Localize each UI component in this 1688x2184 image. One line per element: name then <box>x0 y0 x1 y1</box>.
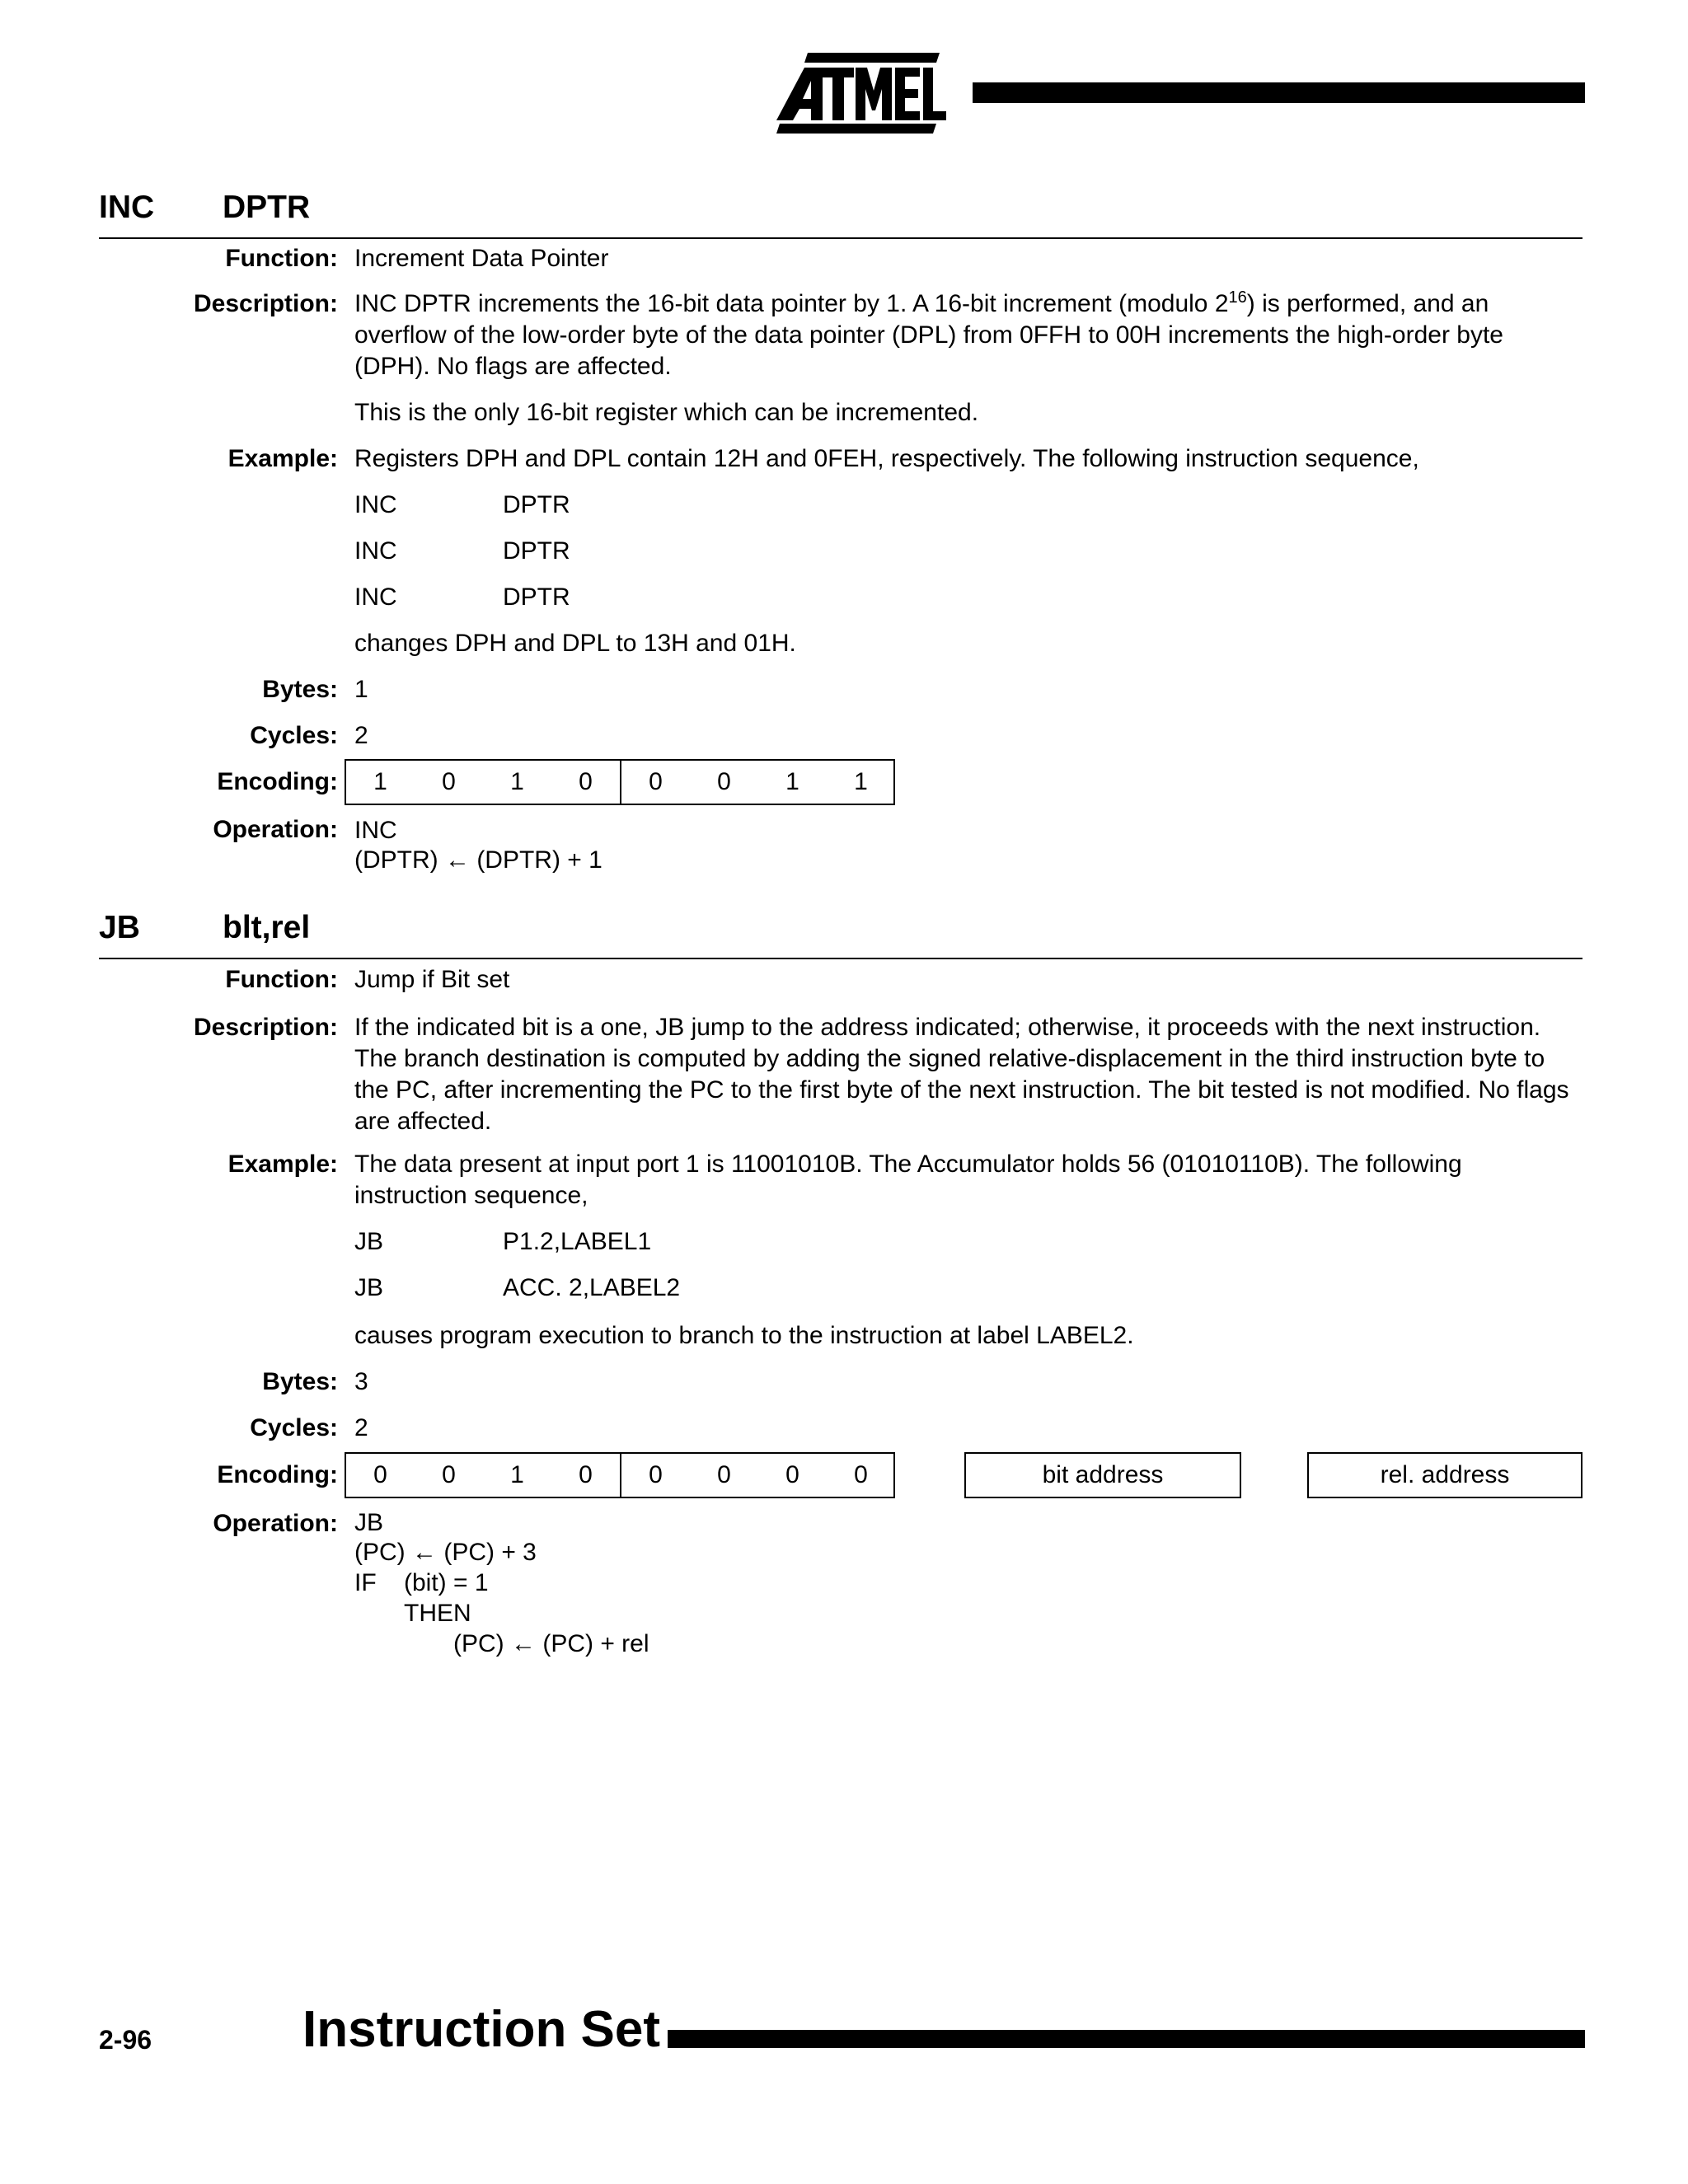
section-header-inc-dptr <box>99 188 1582 239</box>
superscript-exponent: 16 <box>1228 288 1247 307</box>
operation-line: JB <box>354 1509 384 1536</box>
encoding-bit: 0 <box>785 1461 799 1488</box>
code-arg: DPTR <box>503 583 570 611</box>
code-op: JB <box>354 1228 384 1255</box>
bytes-label: Bytes: <box>262 676 338 703</box>
description-part: INC DPTR increments the 16-bit data pointer by 1. A 16-bit increment (modulo 2 <box>354 290 1229 317</box>
bytes-label: Bytes: <box>262 1368 338 1395</box>
operation-line: (PC) ← (PC) + 3 <box>354 1539 537 1566</box>
cycles-value: 2 <box>354 722 368 749</box>
encoding-bit: 0 <box>442 1461 456 1488</box>
encoding-bit: 1 <box>373 768 387 795</box>
operation-line: INC <box>354 817 397 844</box>
code-arg: P1.2,LABEL1 <box>503 1228 652 1255</box>
code-arg: DPTR <box>503 491 570 518</box>
encoding-bit: 0 <box>442 768 456 795</box>
encoding-bit: 0 <box>579 768 593 795</box>
encoding-bit: 0 <box>649 768 663 795</box>
description-label: Description: <box>193 290 338 317</box>
code-line <box>354 582 1014 613</box>
function-label: Function: <box>225 245 338 272</box>
encoding-bit-address-box: bit address <box>964 1452 1241 1498</box>
encoding-bit: 0 <box>373 1461 387 1488</box>
encoding-bit: 0 <box>649 1461 663 1488</box>
encoding-bit: 1 <box>510 768 524 795</box>
code-line <box>354 536 1014 567</box>
code-arg: ACC. 2,LABEL2 <box>503 1274 681 1301</box>
encoding-high-nibble <box>346 1454 620 1497</box>
operation-line: (DPTR) ← (DPTR) + 1 <box>354 846 603 874</box>
description-text: If the indicated bit is a one, JB jump to the address indicated; otherwise, it proceeds with the next instruction. The branch destination is computed by adding the signed relative-displacement in the third instruction byte to the PC, after incrementing the PC to the first byte of the next instruction. The bit tested is not modified. No flags are affected. <box>354 1014 1569 1135</box>
code-line <box>354 1226 1014 1258</box>
operation-line: (PC) ← (PC) + rel <box>453 1630 649 1657</box>
code-op: INC <box>354 491 397 518</box>
operation-label: Operation: <box>213 816 338 843</box>
encoding-rel-address-box: rel. address <box>1307 1452 1582 1498</box>
example-text: The data present at input port 1 is 11001010B. The Accumulator holds 56 (01010110B). The following instruction sequence, <box>354 1151 1462 1209</box>
encoding-bit: 1 <box>785 768 799 795</box>
code-line <box>354 1272 1014 1304</box>
description-note: This is the only 16-bit register which can be incremented. <box>354 399 979 426</box>
encoding-label: Encoding: <box>217 768 338 795</box>
function-text: Increment Data Pointer <box>354 245 609 272</box>
operation-line: THEN <box>404 1600 471 1627</box>
code-op: INC <box>354 583 397 611</box>
cycles-label: Cycles: <box>250 722 338 749</box>
encoding-opcode-box <box>345 759 895 805</box>
footer-rule <box>668 2030 1585 2048</box>
code-arg: DPTR <box>503 537 570 565</box>
header-rule <box>973 82 1585 103</box>
description-label: Description: <box>193 1014 338 1041</box>
code-op: JB <box>354 1274 384 1301</box>
page-number: 2-96 <box>99 2025 152 2055</box>
encoding-bit: 1 <box>510 1461 524 1488</box>
encoding-bit: 0 <box>579 1461 593 1488</box>
atmel-logo-icon <box>775 51 948 135</box>
encoding-label: Encoding: <box>217 1461 338 1488</box>
operation-line: IF <box>354 1569 377 1596</box>
operand: blt,rel <box>223 910 311 945</box>
bytes-value: 3 <box>354 1368 368 1395</box>
example-label: Example: <box>227 1151 338 1178</box>
cycles-value: 2 <box>354 1414 368 1441</box>
encoding-low-nibble <box>620 761 895 804</box>
example-result: changes DPH and DPL to 13H and 01H. <box>354 630 796 657</box>
operation-label: Operation: <box>213 1510 338 1537</box>
encoding-low-nibble <box>620 1454 895 1497</box>
encoding-bit: 0 <box>717 1461 731 1488</box>
function-label: Function: <box>225 966 338 993</box>
encoding-bit: 1 <box>854 768 868 795</box>
code-op: INC <box>354 537 397 565</box>
function-text: Jump if Bit set <box>354 966 510 993</box>
encoding-opcode-box <box>345 1452 895 1498</box>
code-line <box>354 490 1014 521</box>
bytes-value: 1 <box>354 676 368 703</box>
encoding-high-nibble <box>346 761 620 804</box>
cycles-label: Cycles: <box>250 1414 338 1441</box>
description-part: ) is performed, and an overflow of the low-order byte of the data pointer (DPL) from 0FFH to 00H increments the high-order byte (DPH). No flags are affected. <box>354 290 1503 380</box>
example-text: Registers DPH and DPL contain 12H and 0FEH, respectively. The following instruction sequence, <box>354 445 1419 472</box>
description-text <box>354 288 1578 382</box>
mnemonic: JB <box>99 910 140 945</box>
mnemonic: INC <box>99 190 155 225</box>
operand: DPTR <box>223 190 311 225</box>
encoding-bit: 0 <box>854 1461 868 1488</box>
encoding-bit: 0 <box>717 768 731 795</box>
example-result: causes program execution to branch to the instruction at label LABEL2. <box>354 1322 1134 1349</box>
operation-line: (bit) = 1 <box>404 1569 489 1596</box>
footer-title: Instruction Set <box>302 2001 661 2058</box>
example-label: Example: <box>227 445 338 472</box>
section-header-jb <box>99 908 1582 959</box>
